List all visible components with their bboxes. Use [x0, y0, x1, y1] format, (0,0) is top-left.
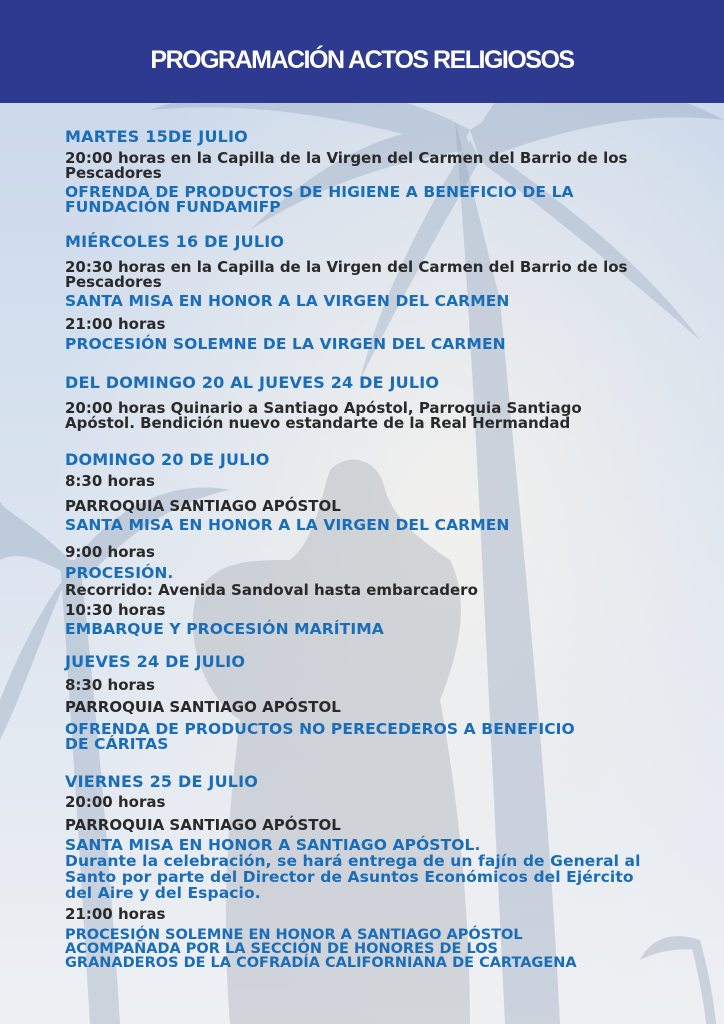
event-title: SANTA MISA EN HONOR A SANTIAGO APÓSTOL. — [65, 836, 481, 854]
day-heading: DEL DOMINGO 20 AL JUEVES 24 DE JULIO — [65, 373, 440, 392]
event-title: PROCESIÓN SOLEMNE DE LA VIRGEN DEL CARMEN — [65, 335, 506, 353]
event-time: 8:30 horas — [65, 676, 155, 694]
event-time: 20:00 horas — [65, 793, 166, 811]
event-place: PARROQUIA SANTIAGO APÓSTOL — [65, 698, 341, 716]
time-place: 20:00 horas en la Capilla de la Virgen del Carmen del Barrio de los Pescadores — [65, 149, 628, 182]
day-heading: JUEVES 24 DE JULIO — [65, 652, 246, 671]
event-title: PROCESIÓN SOLEMNE EN HONOR A SANTIAGO APÓSTOL ACOMPAÑADA POR LA SECCIÓN DE HONORES DE LOS GRANADEROS DE LA COFRADÍA CALIFORNIANA DE CARTAGENA — [65, 927, 577, 971]
event-title: SANTA MISA EN HONOR A LA VIRGEN DEL CARMEN — [65, 292, 510, 310]
event-title: PROCESIÓN. — [65, 564, 174, 582]
event-place: PARROQUIA SANTIAGO APÓSTOL — [65, 497, 341, 515]
event-time: 8:30 horas — [65, 472, 155, 490]
event-title: SANTA MISA EN HONOR A LA VIRGEN DEL CARMEN — [65, 516, 510, 534]
event-time: 21:00 horas — [65, 905, 166, 923]
procession-route: Recorrido: Avenida Sandoval hasta embarcadero — [65, 581, 478, 599]
time-place: 20:30 horas en la Capilla de la Virgen del Carmen del Barrio de los Pescadores — [65, 258, 628, 291]
event-time: 10:30 horas — [65, 601, 166, 619]
event-description: 20:00 horas Quinario a Santiago Apóstol, Parroquia Santiago Apóstol. Bendición nuevo estandarte de la Real Hermandad — [65, 399, 582, 432]
day-heading: MIÉRCOLES 16 DE JULIO — [65, 232, 285, 251]
event-title: OFRENDA DE PRODUCTOS NO PERECEDEROS A BENEFICIO DE CÁRITAS — [65, 720, 575, 753]
day-heading: DOMINGO 20 DE JULIO — [65, 450, 270, 469]
event-title: EMBARQUE Y PROCESIÓN MARÍTIMA — [65, 620, 384, 638]
event-detail: Durante la celebración, se hará entrega de un fajín de General al Santo por parte del Director de Asuntos Económicos del Ejército del Aire y del Espacio. — [65, 852, 641, 902]
event-time: 21:00 horas — [65, 315, 166, 333]
day-heading: VIERNES 25 DE JULIO — [65, 772, 259, 791]
event-time: 9:00 horas — [65, 543, 155, 561]
event-title: OFRENDA DE PRODUCTOS DE HIGIENE A BENEFICIO DE LA FUNDACIÓN FUNDAMIFP — [65, 183, 574, 216]
page-title: PROGRAMACIÓN ACTOS RELIGIOSOS — [150, 46, 574, 74]
event-place: PARROQUIA SANTIAGO APÓSTOL — [65, 816, 341, 834]
day-heading: MARTES 15DE JULIO — [65, 127, 248, 146]
